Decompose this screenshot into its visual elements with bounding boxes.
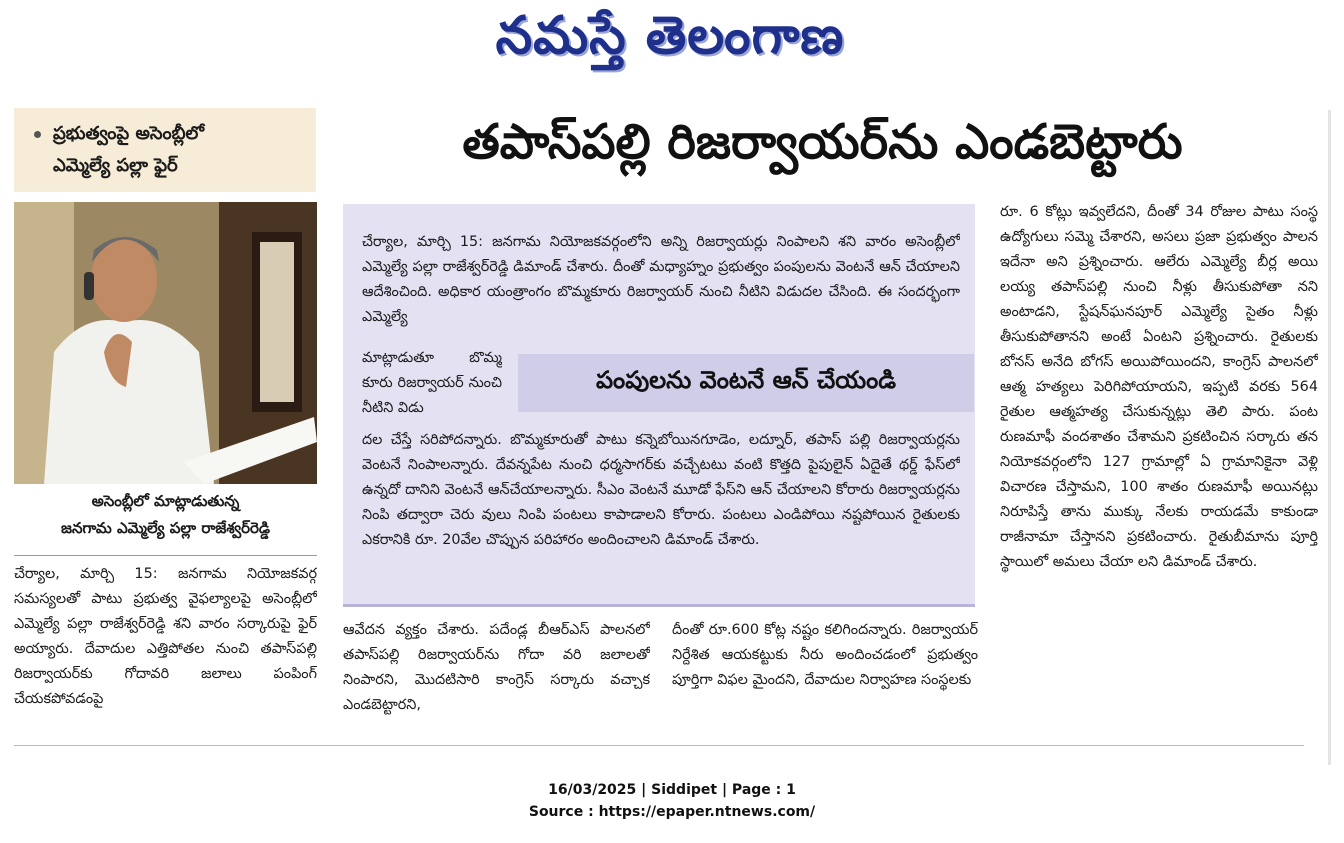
headline: తపాస్‌పల్లి రిజర్వాయర్‌ను ఎండబెట్టారు: [462, 113, 1183, 170]
page-divider: [14, 745, 1304, 746]
box-left-text: [362, 346, 502, 421]
column-3-text: దీంతో రూ.600 కోట్ల నష్టం కలిగిందన్నారు. రిజర్వాయర్ నిర్దేశిత ఆయకట్టుకు నీరు అందించడంలో ప్రభుత్వం పూర్తిగా విఫల మైందని, దేవాదుల నిర్వాహణ సంస్థలకు: [672, 622, 978, 688]
article-column-3: [672, 618, 978, 736]
page-edge: [1328, 110, 1331, 765]
right-column-text: రూ. 6 కోట్లు ఇవ్వలేదని, దీంతో 34 రోజుల పాటు సంస్థ ఉద్యోగులు సమ్మె చేశారని, అసలు ప్రజా ప్రభుత్వం పాలన ఇదేనా అని ప్రశ్నించారు. ఆలేరు ఎమ్మెల్యే బీర్ల అయి లయ్య తపాస్‌పల్లి నుంచి నీళ్లు తీసుకుపోతా నని అంటాడని, స్టేషన్‌ఘనపూర్ ఎమ్మెల్యే సైతం నీళ్లు తీసుకుపోతానని అంటే ఏంటని ప్రశ్నించారు. రైతులకు బోనస్ అనేది బోగస్ అయిపోయిందని, కాంగ్రెస్ పాలనలో ఆత్మ హత్యలు పెరిగిపోయాయని, ఇప్పటి వరకు 564 రైతుల ఆత్మహత్య చేసుకున్నట్లు తెలి పారు. పంట రుణమాఫీ వందశాతం చేశామని ప్రకటించిన సర్కారు తన నియోకవర్గంలోని 127 గ్రామాల్లో ఏ గ్రామానికైనా వెళ్లి విచారణ చేస్తామని, 100 శాతం రుణమాఫీ అయినట్లు నిరూపిస్తే తాను ముక్కు నేలకు రాయడమే కాకుండా రాజీనామా చేస్తానని ప్రకటించారు. రైతుబీమాను పూర్తి స్థాయిలో అమలు చేయా లని డిమాండ్ చేశారు.: [1000, 204, 1318, 570]
article-column-right: [1000, 200, 1318, 735]
box-top-text: [362, 230, 960, 356]
column-1-text: చేర్యాల, మార్చి 15: జనగామ నియోజకవర్గ సమస్యలతో పాటు ప్రభుత్వ వైఫల్యాలపై అసెంబ్లీలో ఎమ్మెల్యే పల్లా రాజేశ్వర్‌రెడ్డి శని వారం సర్కారుపై ఫైర్ అయ్యారు. దేవాదుల ఎత్తిపోతల నుంచి తపాస్‌పల్లి రిజర్వాయర్‌కు గోదావరి జలాలు పంపింగ్ చేయకపోవడంపై: [14, 566, 317, 707]
box-left-paragraph: మాట్లాడుతూ బొమ్మ కూరు రిజర్వాయర్ నుంచి నీటిని విడు: [362, 350, 502, 416]
footer-source-link[interactable]: Source : https://epaper.ntnews.com/: [528, 804, 816, 820]
kicker-line-2: ఎమ్మెల్యే పల్లా ఫైర్: [53, 155, 178, 176]
box-bottom-text: [362, 428, 960, 588]
footer-date-line: 16/03/2025 | Siddipet | Page : 1: [548, 782, 796, 798]
caption-line-1: అసెంబ్లీలో మాట్లాడుతున్న: [91, 492, 240, 510]
photo-illustration: [14, 202, 317, 484]
masthead-logo: నమస్తే తెలంగాణ: [495, 5, 845, 66]
column-2-text: ఆవేదన వ్యక్తం చేశారు. పదేండ్ల బీఆర్‌ఎస్ పాలనలో తపాస్‌పల్లి రిజర్వాయర్‌ను గోదా వరి జలాలతో నింపారని, మొదటిసారి కాంగ్రెస్ సర్కారు వచ్చాక ఎండబెట్టారని,: [343, 622, 650, 713]
kicker-box: [14, 108, 316, 192]
subheadline: పంపులను వెంటనే ఆన్ చేయండి: [518, 354, 974, 412]
bullet-icon: [34, 131, 41, 138]
article-column-2: [343, 618, 650, 736]
kicker-line-1: ప్రభుత్వంపై అసెంబ్లీలో: [53, 123, 205, 144]
footer: [0, 779, 1344, 823]
photo-caption: [14, 488, 317, 552]
mla-photo: [14, 202, 317, 484]
caption-divider: [14, 555, 317, 556]
box-bottom-paragraph: దల చేస్తే సరిపోదన్నారు. బొమ్మకూరుతో పాటు కన్నెబోయినగూడెం, లద్నూర్, తపాస్ పల్లి రిజర్వాయర్లను వెంటనే నింపాలన్నారు. దేవన్నపేట నుంచి ధర్మసాగర్‌కు వచ్చేటటు వంటి కొత్తది పైపులైన్ ఏదైతే థర్డ్ ఫేస్‌లో ఉన్నదో దానిని వెంటనే ఆన్‌చేయాలన్నారు. సీఎం వెంటనే మూడో ఫేస్‌ని ఆన్ చేయాలని కోరారు రిజర్వాయర్లను నింపి తద్వారా చెరు వులు నింపి పంటలు కాపాడాలని కోరారు. పంటలు ఎండిపోయి నష్టపోయిన రైతులకు ఎకరానికి రూ. 20వేల చొప్పున పరిహారం అందించాలని డిమాండ్ చేశారు.: [362, 432, 960, 548]
caption-line-2: జనగామ ఎమ్మెల్యే పల్లా రాజేశ్వర్‌రెడ్డి: [61, 519, 270, 537]
box-top-paragraph: చేర్యాల, మార్చి 15: జనగామ నియోజకవర్గంలోని అన్ని రిజర్వాయర్లు నింపాలని శని వారం అసెంబ్లీలో ఎమ్మెల్యే పల్లా రాజేశ్వర్‌రెడ్డి డిమాండ్ చేశారు. దీంతో మధ్యాహ్నం ప్రభుత్వం పంపులను వెంటనే ఆన్ చేయాలని ఆదేశించింది. అధికార యంత్రాంగం బొమ్మకూరు రిజర్వాయర్ నుంచి నీటిని విడుదల చేసింది. ఈ సందర్భంగా ఎమ్మెల్యే: [362, 234, 960, 325]
article-column-1: [14, 562, 317, 740]
